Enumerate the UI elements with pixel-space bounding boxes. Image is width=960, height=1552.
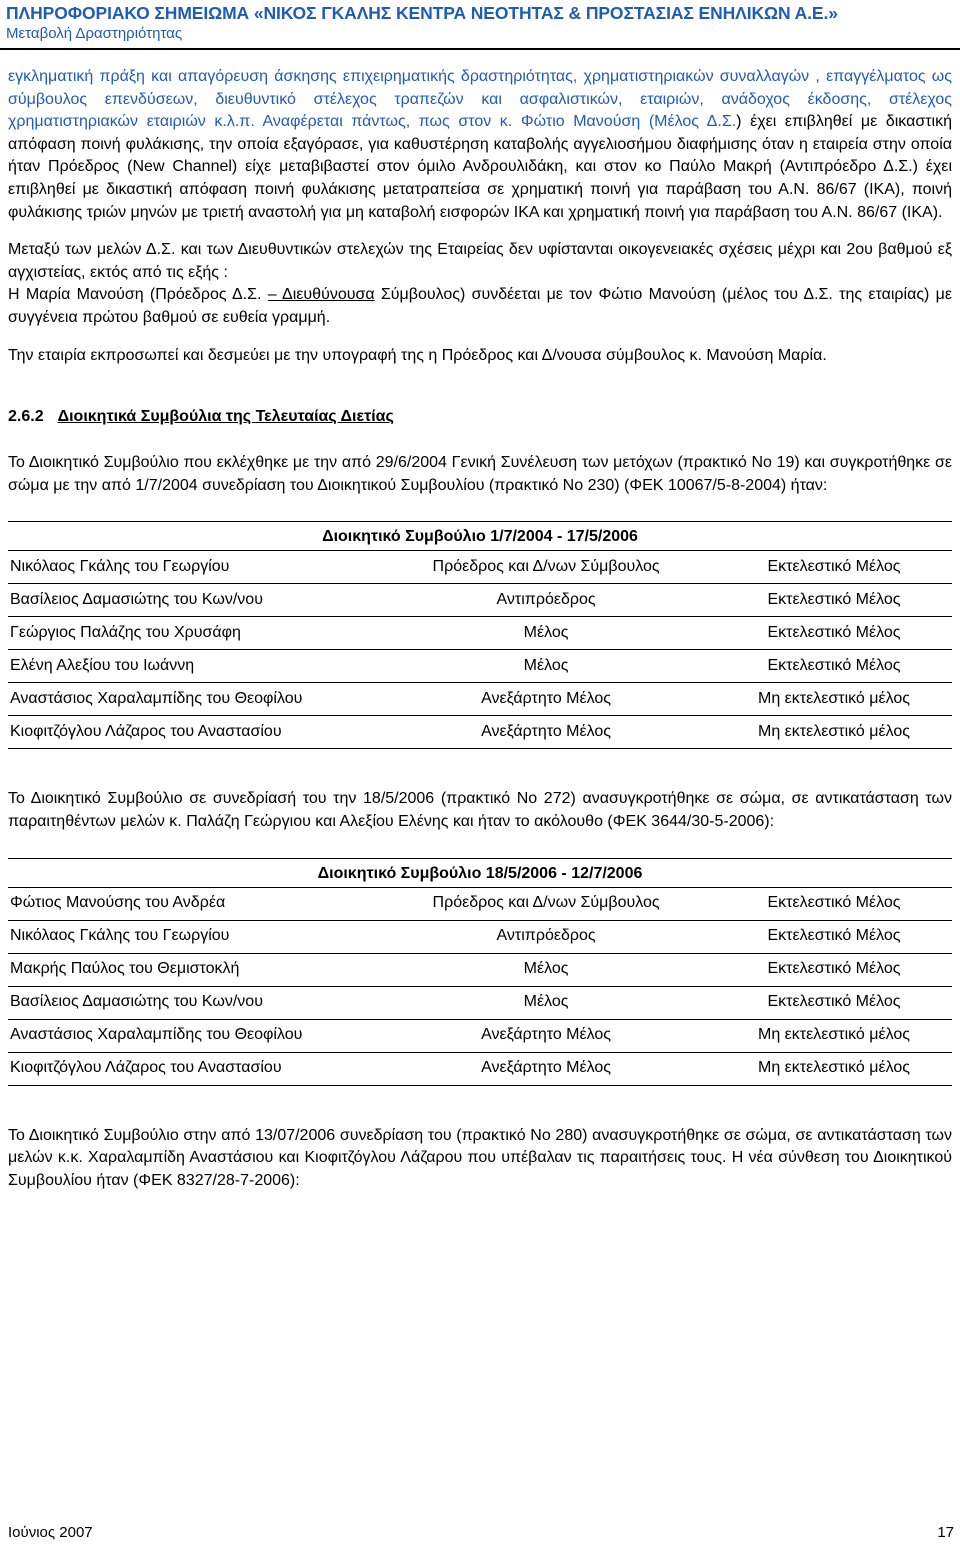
family-relations-intro: Μεταξύ των μελών Δ.Σ. και των Διευθυντικών στελεχών της Εταιρείας δεν υφίστανται οικογενειακές σχέσεις μέχρι και 2ου βαθμού εξ αγχιστείας, εκτός από τις εξής : [8,241,952,281]
member-name: Αναστάσιος Χαραλαμπίδης του Θεοφίλου [8,1019,376,1052]
table-row [8,716,952,749]
table-row [8,1019,952,1052]
table-row [8,584,952,617]
member-status: Εκτελεστικό Μέλος [716,617,952,650]
member-role: Αντιπρόεδρος [376,584,716,617]
member-name: Νικόλαος Γκάλης του Γεωργίου [8,920,376,953]
member-role: Ανεξάρτητο Μέλος [376,1019,716,1052]
section-number: 2.6.2 [8,408,44,426]
member-name: Φώτιος Μανούσης του Ανδρέα [8,888,376,921]
page-number: 17 [937,1524,954,1541]
table-row [8,1052,952,1085]
member-status: Μη εκτελεστικό μέλος [716,1019,952,1052]
family-relations-pre: Η Μαρία Μανούση (Πρόεδρος Δ.Σ. [8,286,268,304]
table-row [8,683,952,716]
member-status: Μη εκτελεστικό μέλος [716,1052,952,1085]
member-role: Αντιπρόεδρος [376,920,716,953]
table-row [8,650,952,683]
member-name: Μακρής Παύλος του Θεμιστοκλή [8,953,376,986]
paragraph-representation: Την εταιρία εκπροσωπεί και δεσμεύει με την υπογραφή της η Πρόεδρος και Δ/νουσα σύμβουλος κ. Μανούση Μαρία. [8,346,827,364]
paragraph-board-election: Το Διοικητικό Συμβούλιο που εκλέχθηκε με την από 29/6/2004 Γενική Συνέλευση των μετόχων (πρακτικό Νο 19) και συγκροτήθηκε σε σώμα με την από 1/7/2004 συνεδρίαση του Διοικητικού Συμβουλίου (πρακτικό Νο 230) (ΦΕΚ 10067/5-8-2004) ήταν: [8,454,952,494]
member-role: Ανεξάρτητο Μέλος [376,1052,716,1085]
board-table-2 [8,858,952,1086]
member-status: Εκτελεστικό Μέλος [716,953,952,986]
table-row [8,617,952,650]
paragraph-penalties-black: ) έχει επιβληθεί με δικαστική απόφαση ποινή φυλάκισης, την οποία εξαγόρασε, για καθυστέρηση καταβολής αγγελιοσήμου διαφήμισης όταν η εταιρεία στην οποία ήταν Πρόεδρος (New Channel) είχε μεταβιβαστεί στον όμιλο Ανδρουλιδάκη, και στον κο Παύλο Μακρή (Αντιπρόεδρο Δ.Σ.) έχει επιβληθεί με δικαστική απόφαση ποινή φυλάκισης μετατραπείσα σε χρηματική ποινή για παράβαση του Α.Ν. 86/67 (ΙΚΑ), ποινή φυλάκισης τριών μηνών με τριετή αναστολή για μη καταβολή εισφορών ΙΚΑ και χρηματική ποινή για παράβαση του Α.Ν. 86/67 (ΙΚΑ). [8,113,952,221]
paragraph-penalties-blue: εγκληματική πράξη και απαγόρευση άσκησης επιχειρηματικής δραστηριότητας, χρηματιστηριακών συναλλαγών , επαγγέλματος ως σύμβουλος επενδύσεων, διευθυντικό στέλεχος τραπεζών και ασφαλιστικών, εταιριών, ανάδοχος έκδοσης, στέλεχος χρηματιστηριακών εταιριών κ.λ.π. Αναφέρεται πάντως, πως στον κ. Φώτιο Μανούση (Μέλος Δ.Σ. [8,68,952,131]
member-name: Κιοφιτζόγλου Λάζαρος του Αναστασίου [8,716,376,749]
board-table-2-title: Διοικητικό Συμβούλιο 18/5/2006 - 12/7/2006 [8,859,952,888]
header-title: ΠΛΗΡΟΦΟΡΙΑΚΟ ΣΗΜΕΙΩΜΑ «ΝΙΚΟΣ ΓΚΑΛΗΣ ΚΕΝΤΡΑ ΝΕΟΤΗΤΑΣ & ΠΡΟΣΤΑΣΙΑΣ ΕΝΗΛΙΚΩΝ Α.Ε.» [6,3,838,23]
member-role: Μέλος [376,986,716,1019]
board-table-2-grid [8,888,952,1086]
member-status: Μη εκτελεστικό μέλος [716,683,952,716]
table-row [8,888,952,921]
paragraph-family-relations [8,239,952,329]
section-heading [8,406,952,428]
paragraph-penalties [8,66,952,224]
member-status: Εκτελεστικό Μέλος [716,584,952,617]
member-status: Εκτελεστικό Μέλος [716,551,952,584]
member-role: Ανεξάρτητο Μέλος [376,716,716,749]
member-name: Κιοφιτζόγλου Λάζαρος του Αναστασίου [8,1052,376,1085]
member-role: Πρόεδρος και Δ/νων Σύμβουλος [376,551,716,584]
member-status: Εκτελεστικό Μέλος [716,920,952,953]
table-row [8,920,952,953]
member-status: Εκτελεστικό Μέλος [716,888,952,921]
board-table-1-grid [8,551,952,749]
footer-date: Ιούνιος 2007 [8,1524,93,1541]
board-table-1-title: Διοικητικό Συμβούλιο 1/7/2004 - 17/5/2006 [8,522,952,551]
member-status: Μη εκτελεστικό μέλος [716,716,952,749]
member-status: Εκτελεστικό Μέλος [716,986,952,1019]
paragraph-board-reconstitution-2: Το Διοικητικό Συμβούλιο στην από 13/07/2006 συνεδρίαση του (πρακτικό Νο 280) ανασυγκροτήθηκε σε σώμα, σε αντικατάσταση των μελών κ.κ. Χαραλαμπίδη Αναστάσιου και Κιοφιτζόγλου Λάζαρου που υπέβαλαν τις παραιτήσεις τους. Η νέα σύνθεση του Διοικητικού Συμβουλίου ήταν (ΦΕΚ 8327/28-7-2006): [8,1126,952,1189]
page-header [0,0,960,50]
member-role: Μέλος [376,953,716,986]
table-row [8,953,952,986]
family-relations-post: Σύμβουλος) συνδέεται με τον Φώτιο Μανούση (μέλος του Δ.Σ. της εταιρίας) με συγγένεια πρώτου βαθμού σε ευθεία γραμμή. [8,286,952,326]
family-relations-underlined: – Διευθύνουσα [267,286,375,304]
member-role: Ανεξάρτητο Μέλος [376,683,716,716]
document-body [0,50,960,1192]
member-name: Γεώργιος Παλάζης του Χρυσάφη [8,617,376,650]
board-table-1 [8,521,952,749]
table-row [8,986,952,1019]
member-name: Βασίλειος Δαμασιώτης του Κων/νου [8,584,376,617]
member-status: Εκτελεστικό Μέλος [716,650,952,683]
member-role: Μέλος [376,617,716,650]
page-footer [0,1522,960,1552]
member-role: Πρόεδρος και Δ/νων Σύμβουλος [376,888,716,921]
paragraph-board-reconstitution-1: Το Διοικητικό Συμβούλιο σε συνεδρίασή του την 18/5/2006 (πρακτικό Νο 272) ανασυγκροτήθηκε σε σώμα, σε αντικατάσταση των παραιτηθέντων μελών κ. Παλάζη Γεώργιου και Αλεξίου Ελένης και ήταν το ακόλουθο (ΦΕΚ 3644/30-5-2006): [8,790,952,830]
member-name: Ελένη Αλεξίου του Ιωάννη [8,650,376,683]
table-row [8,551,952,584]
member-name: Αναστάσιος Χαραλαμπίδης του Θεοφίλου [8,683,376,716]
section-title: Διοικητικά Συμβούλια της Τελευταίας Διετίας [57,408,394,426]
member-name: Βασίλειος Δαμασιώτης του Κων/νου [8,986,376,1019]
member-name: Νικόλαος Γκάλης του Γεωργίου [8,551,376,584]
header-subtitle: Μεταβολή Δραστηριότητας [6,25,183,42]
member-role: Μέλος [376,650,716,683]
